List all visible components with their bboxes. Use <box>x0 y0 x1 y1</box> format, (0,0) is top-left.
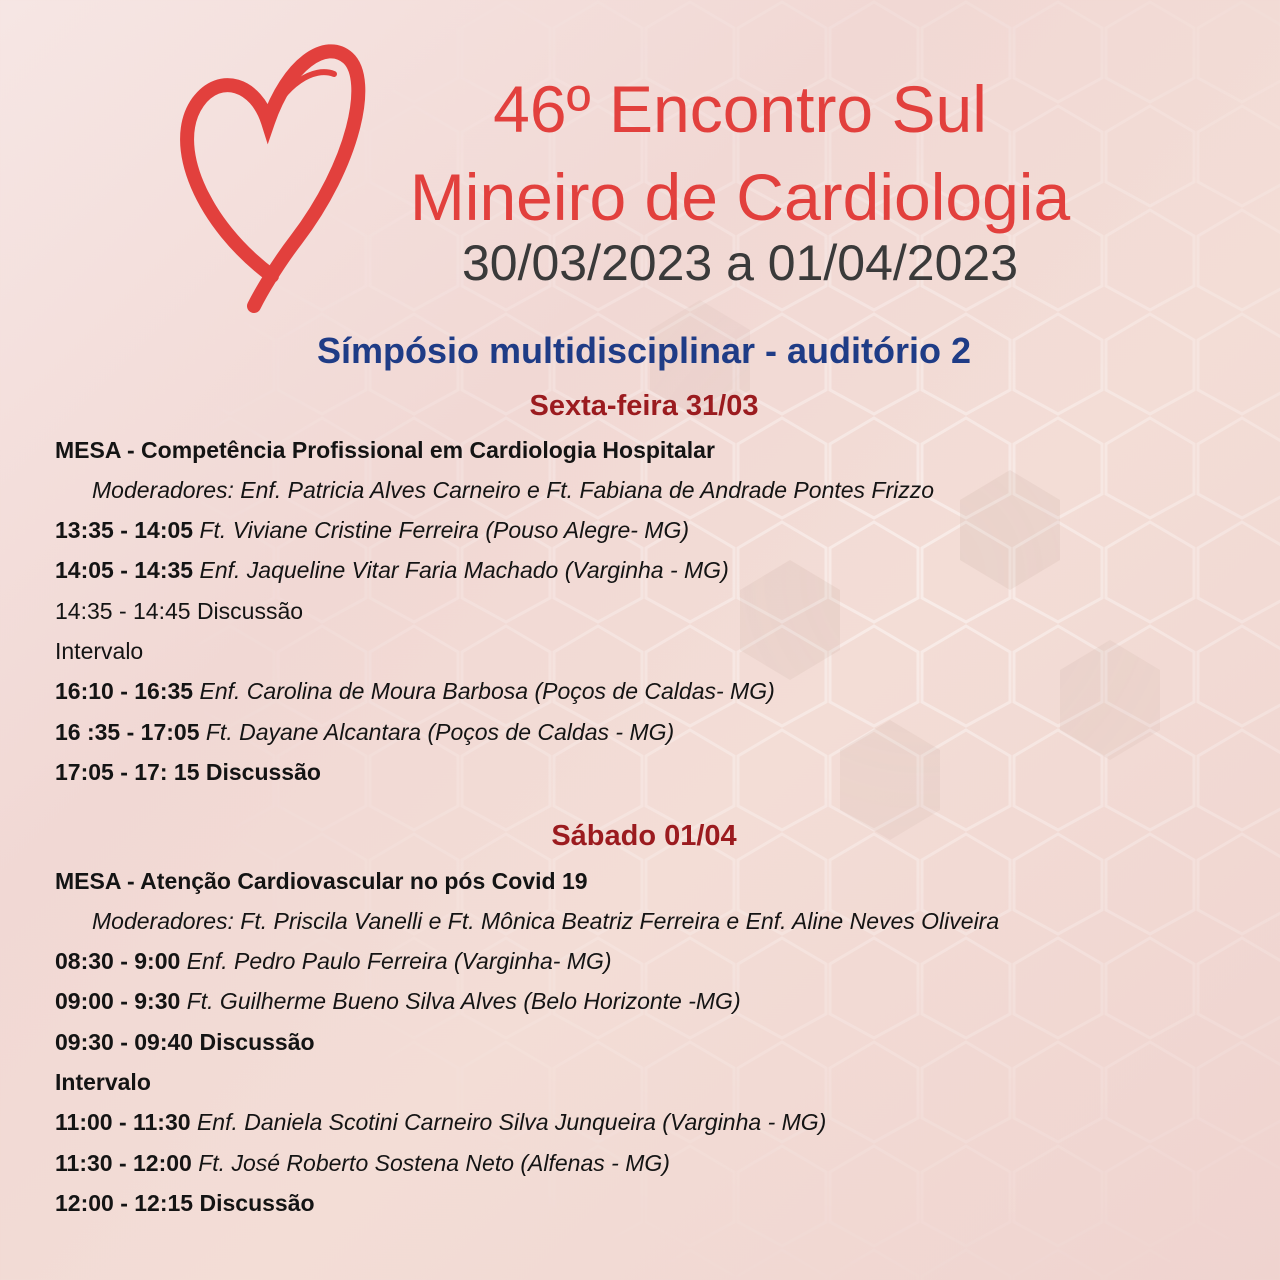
speaker: Enf. Carolina de Moura Barbosa (Poços de Caldas- MG) <box>199 678 775 704</box>
time-range: 13:35 - 14:05 <box>55 517 194 543</box>
schedule-item <box>55 556 729 584</box>
time-range: 11:30 - 12:00 <box>55 1150 192 1176</box>
speaker: Ft. Guilherme Bueno Silva Alves (Belo Horizonte -MG) <box>186 988 741 1014</box>
speaker: Enf. Daniela Scotini Carneiro Silva Junqueira (Varginha - MG) <box>196 1109 827 1135</box>
speaker: Enf. Pedro Paulo Ferreira (Varginha- MG) <box>186 948 612 974</box>
speaker: Ft. Dayane Alcantara (Poços de Caldas - MG) <box>205 719 675 745</box>
time-range: 11:00 - 11:30 <box>55 1109 191 1135</box>
schedule-item <box>55 1149 670 1177</box>
heart-icon <box>176 44 366 314</box>
moderators: Moderadores: Ft. Priscila Vanelli e Ft. Mônica Beatriz Ferreira e Enf. Aline Neves Oliveira <box>92 908 1000 934</box>
break-item: Intervalo <box>55 638 144 664</box>
break-item: Intervalo <box>55 1069 151 1095</box>
event-title-line2: Mineiro de Cardiologia <box>409 160 1071 234</box>
schedule-item <box>55 947 612 975</box>
speaker: Ft. José Roberto Sostena Neto (Alfenas - MG) <box>198 1150 670 1176</box>
moderators: Moderadores: Enf. Patricia Alves Carneiro e Ft. Fabiana de Andrade Pontes Frizzo <box>92 477 935 503</box>
day-heading-saturday: Sábado 01/04 <box>551 820 737 852</box>
time-range: 14:05 - 14:35 <box>55 557 194 583</box>
symposium-title: Símpósio multidisciplinar - auditório 2 <box>316 330 972 371</box>
discussion-item: 14:35 - 14:45 Discussão <box>55 598 304 624</box>
speaker: Enf. Jaqueline Vitar Faria Machado (Varginha - MG) <box>199 557 729 583</box>
time-range: 09:00 - 9:30 <box>55 988 181 1014</box>
discussion-item: 09:30 - 09:40 Discussão <box>55 1029 315 1055</box>
mesa-title: MESA - Competência Profissional em Cardiologia Hospitalar <box>55 437 715 463</box>
time-range: 16:10 - 16:35 <box>55 678 194 704</box>
schedule-item <box>55 718 674 746</box>
mesa-title: MESA - Atenção Cardiovascular no pós Covid 19 <box>55 868 588 894</box>
schedule-item <box>55 677 775 705</box>
schedule-item <box>55 516 689 544</box>
schedule-item <box>55 1108 826 1136</box>
discussion-item: 17:05 - 17: 15 Discussão <box>55 759 321 785</box>
event-dates: 30/03/2023 a 01/04/2023 <box>461 235 1019 291</box>
event-title-line1: 46º Encontro Sul <box>493 72 987 146</box>
speaker: Ft. Viviane Cristine Ferreira (Pouso Alegre- MG) <box>199 517 690 543</box>
schedule-item <box>55 987 741 1015</box>
day-heading-friday: Sexta-feira 31/03 <box>529 390 759 422</box>
discussion-item: 12:00 - 12:15 Discussão <box>55 1190 315 1216</box>
time-range: 16 :35 - 17:05 <box>55 719 200 745</box>
time-range: 08:30 - 9:00 <box>55 948 181 974</box>
